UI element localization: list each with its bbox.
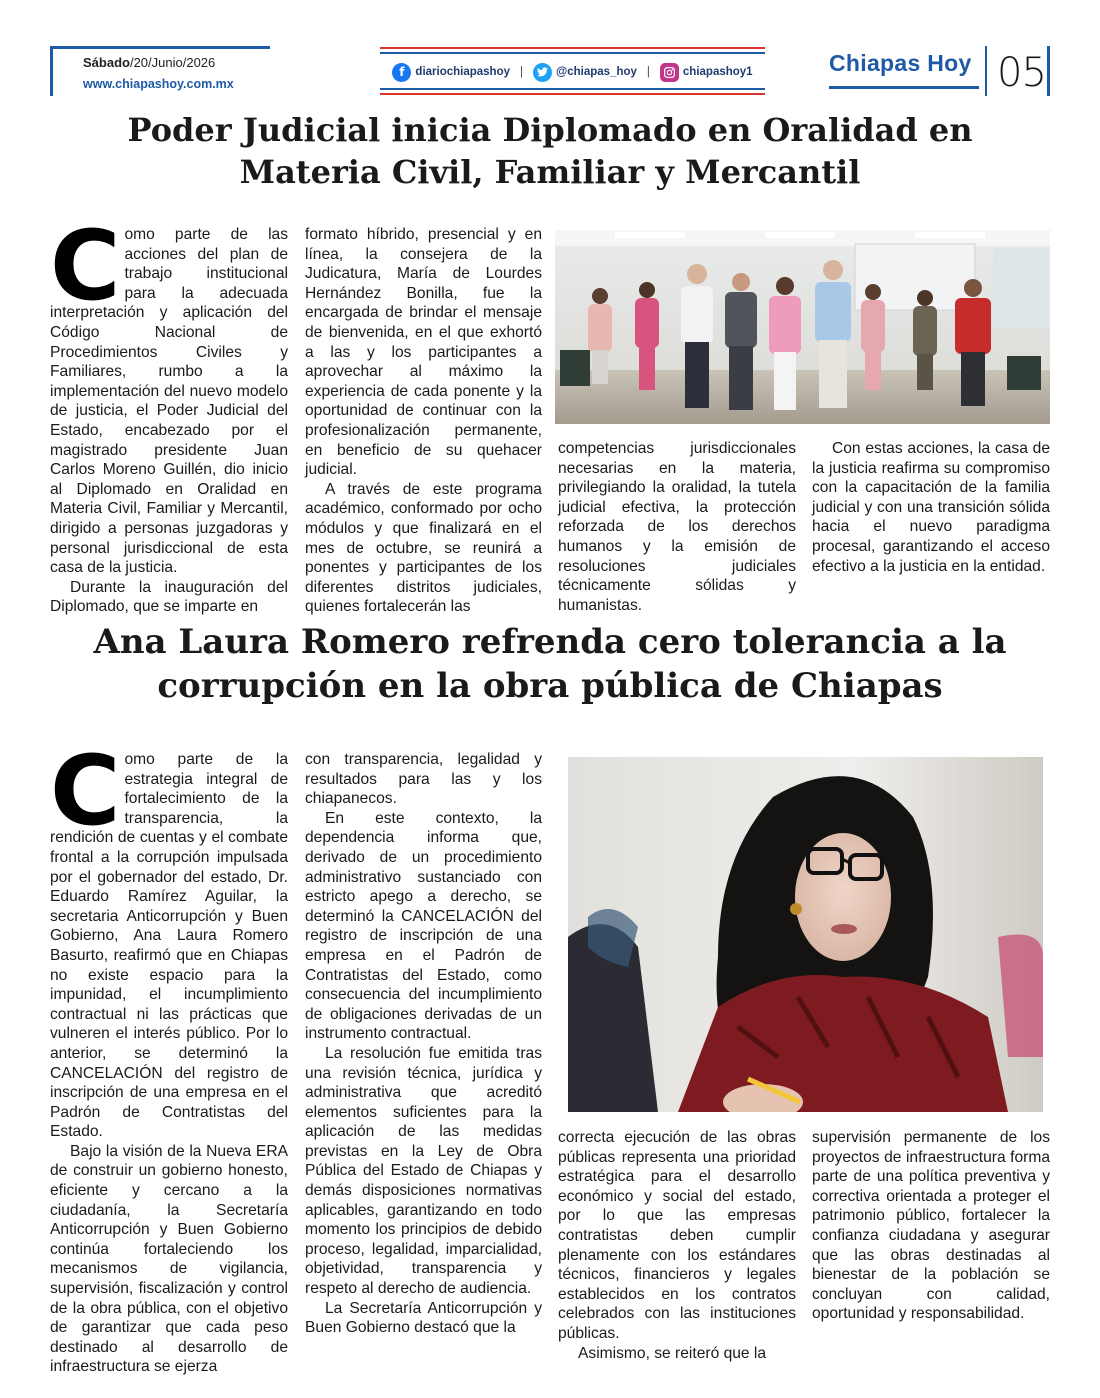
article1-column-1: Como parte de las acciones del plan de trabajo institucional para la adecuada interpretación y aplicación del Código Nacional de Procedimientos Civiles y Familiares, rumbo a la implementación del nuevo modelo de justicia, el Poder Judicial del Estado, encabezado por el magistrado presidente Juan Carlos Moreno Guillén, dio inicio al Diplomado en Oralidad en Materia Civil, Familiar y Mercantil, dirigido a personas juzgadoras y personal jurisdiccional de esta casa de la justicia. Durante la inauguración del Diplomado, que se imparte en — [50, 210, 288, 616]
brand-name: Chiapas Hoy — [829, 50, 972, 76]
page-number: 05 — [997, 50, 1046, 96]
article2-headline: Ana Laura Romero refrenda cero tolerancia a la corrupción en la obra pública de Chiapas — [93, 622, 1007, 707]
social-bar: f diariochiapashoy | @chiapas_hoy | chiapashoy1 — [380, 47, 765, 95]
website-url[interactable]: www.chiapashoy.com.mx — [83, 77, 234, 91]
article1-column-4: Con estas acciones, la casa de la justicia reafirma su compromiso con la capacitación de la familia judicial y con una transición sólida hacia el nuevo paradigma procesal, garantizando el acceso efectivo a la justicia en la entidad. — [812, 440, 1050, 575]
instagram-icon — [660, 63, 679, 82]
social-facebook[interactable]: f diariochiapashoy — [392, 63, 510, 82]
social-instagram[interactable]: chiapashoy1 — [660, 63, 753, 82]
article2-column-4: supervisión permanente de los proyectos de infraestructura forma parte de una política preventiva y correctiva orientada a proteger el patrimonio público, fortalecer la confianza ciudadana y asegurar que las obras destinadas al bienestar de la población se concluyan con calidad, oportunidad y responsabilidad. — [812, 1129, 1050, 1323]
article1-column-3: competencias jurisdiccionales necesarias en la materia, privilegiando la oralidad, la tutela judicial efectiva, la protección reforzada de los derechos humanos y la emisión de resoluciones judiciales técnicamente sólidas y humanistas. — [558, 440, 796, 614]
group-photo — [555, 230, 1050, 424]
social-twitter[interactable]: @chiapas_hoy — [533, 63, 637, 82]
drop-cap: C — [50, 210, 121, 322]
twitter-icon — [533, 63, 552, 82]
drop-cap: C — [50, 735, 121, 847]
page-number-box — [985, 46, 1050, 96]
header-date-box — [50, 46, 270, 96]
article1-headline: Poder Judicial inicia Diplomado en Oralidad en Materia Civil, Familiar y Mercantil — [127, 111, 973, 191]
article2-column-3: correcta ejecución de las obras públicas representa una prioridad estratégica para el desarrollo económico y social del estado, por lo que las empresas contratistas deben cumplir plenamente con los estándares técnicos, financieros y legales establecidos en los contratos celebrados con las instituciones públicas. Asimismo, se reiteró que la — [558, 1129, 796, 1362]
facebook-icon: f — [392, 63, 411, 82]
portrait-photo — [568, 757, 1043, 1112]
brand-block — [829, 50, 972, 77]
article2-column-1: Como parte de la estrategia integral de fortalecimiento de la transparencia, la rendición de cuentas y el combate frontal a la corrupción impulsada por el gobernador del estado, Dr. Eduardo Ramírez Aguilar, la secretaria Anticorrupción y Buen Gobierno, Ana Laura Romero Basurto, reafirmó que en Chiapas no existe espacio para la impunidad, el incumplimiento contractual ni las prácticas que vulneren el interés público. Por lo anterior, se determinó la CANCELACIÓN del registro de inscripción de una empresa en el Padrón de Contratistas del Estado. Bajo la visión de la Nueva ERA de construir un gobierno honesto, eficiente y cercano a la ciudadanía, la Secretaría Anticorrupción y Buen Gobierno continúa fortaleciendo los mecanismos de vigilancia, supervisión, fiscalización y control de la obra pública, con el objetivo de garantizar que cada peso destinado al desarrollo de infraestructura se ejerza — [50, 735, 288, 1376]
article1-column-2: formato híbrido, presencial y en línea, la consejera de la Judicatura, María de Lourdes Hernández Bonilla, fue la encargada de brindar el mensaje de bienvenida, en el que exhortó a las y los participantes a aprovechar al máximo la experiencia de cada ponente y la oportunidad de continuar con la profesionalización permanente, en beneficio de su quehacer judicial. A través de este programa académico, conformado por ocho módulos y que finalizará en el mes de octubre, se reunirá a ponentes y participantes de los diferentes distritos judiciales, quienes fortalecerán las — [305, 226, 542, 616]
article2-column-2: con transparencia, legalidad y resultados para las y los chiapanecos. En este contexto, la dependencia informa que, derivado de un procedimiento administrativo sustanciado con estricto apego a derecho, se determinó la CANCELACIÓN del registro de inscripción de una empresa en el Padrón de Contratistas del Estado, como consecuencia del incumplimiento de obligaciones derivadas de un instrumento contractual. La resolución fue emitida tras una revisión técnica, jurídica y administrativa que acreditó elementos suficientes para la aplicación de las medidas previstas en la Ley de Obra Pública del Estado de Chiapas y demás disposiciones normativas aplicables, garantizando en todo momento los principios de debido proceso, legalidad, imparcialidad, objetividad, transparencia y respeto al derecho de audiencia. La Secretaría Anticorrupción y Buen Gobierno destacó que la — [305, 751, 542, 1337]
issue-date: Sábado/20/Junio/2026 — [83, 55, 216, 70]
